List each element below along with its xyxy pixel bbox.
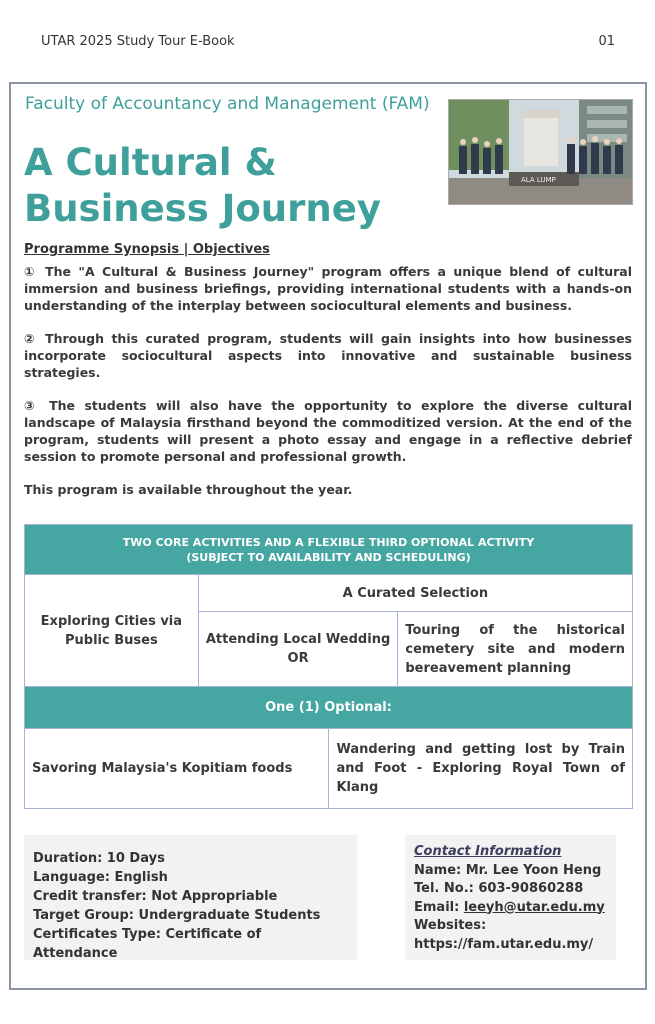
target-group: Target Group: Undergraduate Students xyxy=(33,908,321,923)
contact-website-link[interactable]: https://fam.utar.edu.my/ xyxy=(414,936,594,952)
ebook-title: UTAR 2025 Study Tour E-Book xyxy=(41,34,235,49)
synopsis-heading: Programme Synopsis | Objectives xyxy=(24,242,270,257)
programme-synopsis xyxy=(24,242,632,514)
activities-header-line-1: TWO CORE ACTIVITIES AND A FLEXIBLE THIRD OPTIONAL ACTIVITY xyxy=(122,535,535,549)
contact-email-label: Email: xyxy=(414,899,460,915)
page-header xyxy=(41,34,615,52)
faculty-name: Faculty of Accountancy and Management (FAM) xyxy=(25,94,430,114)
availability-note: This program is available throughout the year. xyxy=(24,482,353,497)
certificate-type: Certificates Type: Certificate of Attendance xyxy=(33,927,262,961)
curated-option-cemetery: Touring of the historical cemetery site and modern bereavement planning xyxy=(398,612,633,687)
contact-websites-label: Websites: xyxy=(414,918,487,933)
synopsis-paragraph-2: ② Through this curated program, students will gain insights into how businesses incorporate sociocultural aspects into innovative and sustainable business strategies. xyxy=(24,331,632,380)
optional-label: One (1) Optional: xyxy=(25,687,633,729)
content-frame xyxy=(9,82,647,990)
contact-title: Contact Information xyxy=(414,844,562,859)
activities-header xyxy=(25,525,633,575)
contact-tel: Tel. No.: 603-90860288 xyxy=(414,881,584,896)
language: Language: English xyxy=(33,870,168,885)
contact-name: Name: Mr. Lee Yoon Heng xyxy=(414,862,602,878)
activities-table xyxy=(24,524,633,809)
synopsis-paragraph-3: ③ The students will also have the opportunity to explore the diverse cultural landscape of Malaysia firsthand beyond the commoditized version. At the end of the program, students will present a photo essay and engage in a reflective debrief session to promote personal and professional growth. xyxy=(24,398,632,464)
title-line-2: Business Journey xyxy=(24,187,381,230)
page-title xyxy=(24,140,381,232)
synopsis-paragraph-1: ① The "A Cultural & Business Journey" program offers a unique blend of cultural immersion and business briefings, providing international students with a hands-on understanding of the interplay between sociocultural elements and business. xyxy=(24,264,632,313)
credit-transfer: Credit transfer: Not Appropriable xyxy=(33,889,278,904)
optional-klang: Wandering and getting lost by Train and Foot - Exploring Royal Town of Klang xyxy=(329,729,633,809)
title-line-1: A Cultural & xyxy=(24,141,277,184)
photo-sign-text: ALA LUMP xyxy=(521,176,556,184)
contact-information xyxy=(405,835,616,960)
group-photo xyxy=(448,99,633,205)
optional-kopitiam: Savoring Malaysia's Kopitiam foods xyxy=(25,729,329,809)
curated-option-wedding: Attending Local Wedding OR xyxy=(198,612,398,687)
duration: Duration: 10 Days xyxy=(33,851,165,866)
programme-details xyxy=(24,835,357,960)
curated-selection-label: A Curated Selection xyxy=(198,575,632,612)
core-activity-buses: Exploring Cities via Public Buses xyxy=(25,575,199,687)
page-number: 01 xyxy=(598,34,615,49)
contact-email-link[interactable]: leeyh@utar.edu.my xyxy=(463,899,605,915)
activities-header-line-2: (SUBJECT TO AVAILABILITY AND SCHEDULING) xyxy=(186,550,471,564)
contact-email-row xyxy=(414,899,607,918)
